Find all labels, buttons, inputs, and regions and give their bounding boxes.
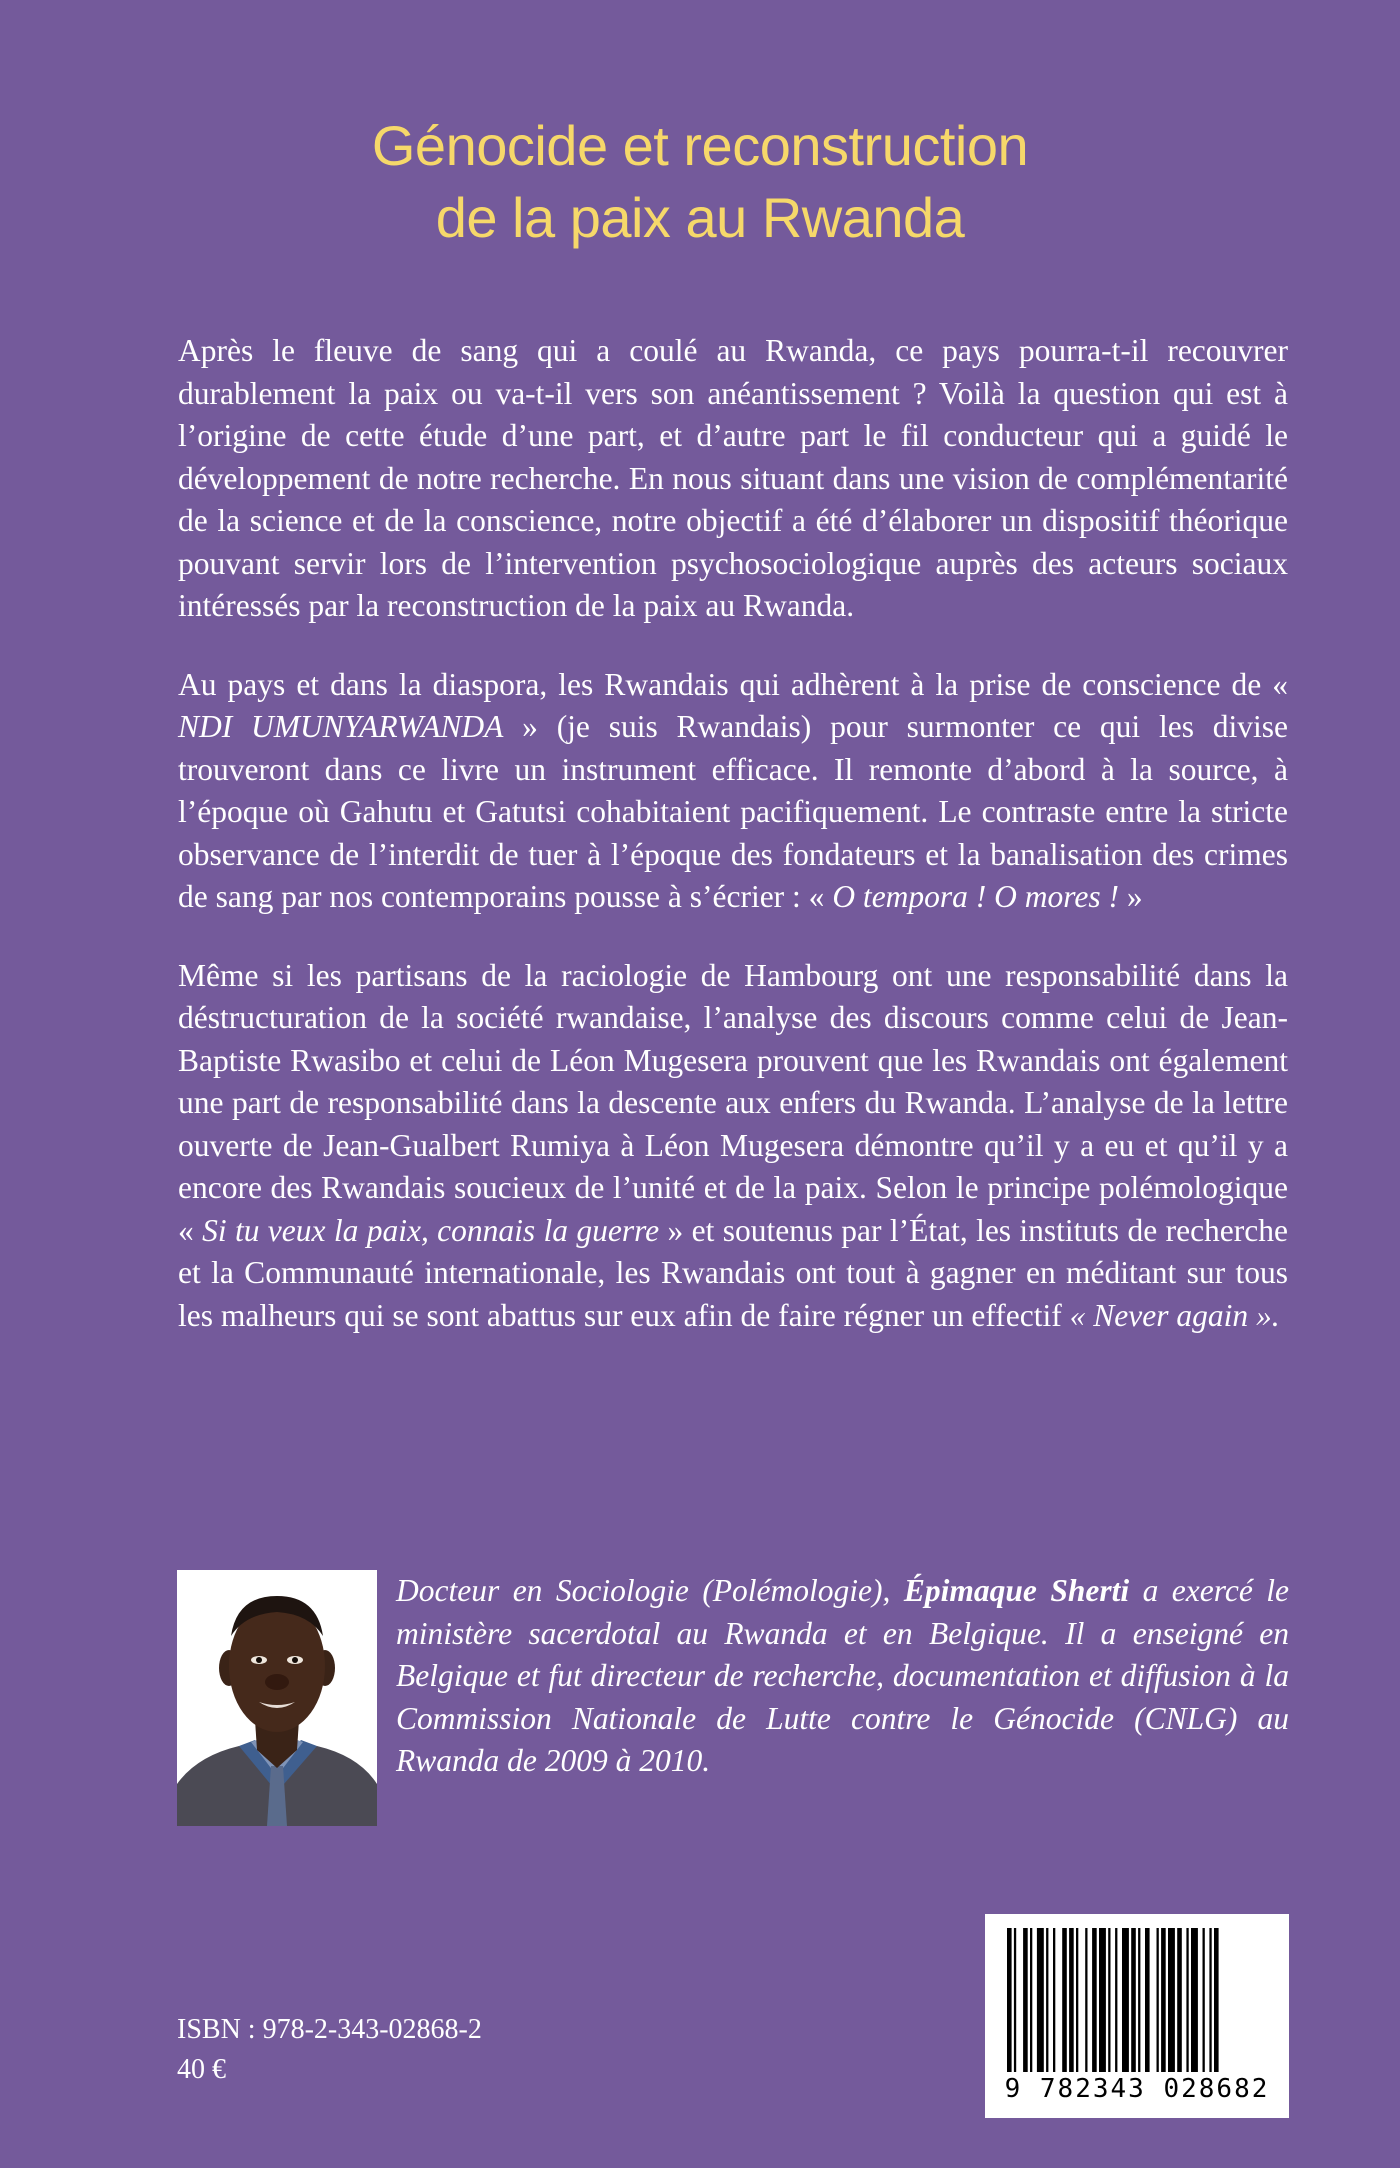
book-title: [0, 110, 1400, 254]
barcode-bar: [1037, 1928, 1044, 2072]
p3-text-a: Même si les partisans de la raciologie de Hambourg ont une responsabilité dans la déstructuration de la société rwandaise, l’analyse des discours comme celui de Jean-Baptiste Rwasibo et celui de Léon Mugesera prouvent que les Rwandais ont également une part de responsabilité dans la descente aux enfers du Rwanda. L’analyse de la lettre ouverte de Jean-Gualbert Rumiya à Léon Mugesera démontre qu’il y a eu et qu’il y a encore des Rwandais soucieux de l’unité et de la paix. Selon le principe polémologique «: [178, 957, 1288, 1248]
barcode-bar: [1069, 1928, 1074, 2072]
p2-slogan: NDI UMUNYARWANDA: [178, 709, 504, 744]
barcode-bar: [1062, 1928, 1067, 2072]
barcode-bar: [1099, 1928, 1106, 2072]
barcode: [985, 1914, 1289, 2118]
barcode-bar: [1007, 1928, 1012, 2072]
summary-paragraph-1: Après le fleuve de sang qui a coulé au Rwanda, ce pays pourra-t-il recouvrer durablement la paix ou va-t-il vers son anéantissement ? Voilà la question qui est à l’origine de cette étude d’une part, et d’autre part le fil conducteur qui a guidé le développement de notre recherche. En nous situant dans une vision de complémentarité de la science et de la conscience, notre objectif a été d’élaborer un dispositif théorique pouvant servir lors de l’intervention psychosociologique auprès des acteurs sociaux intéressés par la reconstruction de la paix au Rwanda.: [178, 333, 1288, 623]
barcode-bar: [1209, 1928, 1211, 2072]
author-name: Épimaque Sherti: [903, 1573, 1130, 1608]
p2-text-c: » (je suis Rwandais) pour surmonter ce qui les divise trouveront dans ce livre un instrument efficace. Il remonte d’abord à la source, à l’époque où Gahutu et Gatutsi cohabitaient pacifiquement. Le contraste entre la stricte observance de l’interdit de tuer à l’époque des fondateurs et la banalisation des crimes de sang par nos contemporains pousse à s’écrier : «: [178, 709, 1289, 914]
p2-latin-quote: O tempora ! O mores !: [832, 879, 1119, 914]
p2-text-e: »: [1118, 879, 1143, 914]
summary-paragraph-3: [178, 955, 1288, 1338]
book-title-line-1: Génocide et reconstruction: [371, 114, 1029, 177]
barcode-bar: [1053, 1928, 1055, 2072]
barcode-bar: [1161, 1928, 1166, 2072]
summary-paragraph-2: [178, 664, 1288, 919]
barcode-bar: [1076, 1928, 1078, 2072]
p2-text-a: Au pays et dans la diaspora, les Rwandais qui adhèrent à la prise de conscience de «: [178, 666, 1288, 702]
barcode-bar: [1145, 1928, 1150, 2072]
barcode-bar: [1214, 1928, 1219, 2072]
author-bio: [396, 1570, 1289, 1783]
p3-text-c: » et soutenus par l’État, les instituts de recherche et la Communauté internationale, les Rwandais ont tout à gagner en méditant sur tous les malheurs qui se sont abattus sur eux afin de faire régner un effectif: [178, 1212, 1288, 1333]
barcode-bar: [1157, 1928, 1159, 2072]
barcode-bar: [1138, 1928, 1140, 2072]
barcode-bar: [1168, 1928, 1175, 2072]
barcode-bar: [1046, 1928, 1048, 2072]
bio-text-b: a exercé le ministère sacerdotal au Rwanda et en Belgique. Il a enseigné en Belgique et fut directeur de recherche, documentation et diffusion à la Commission Nationale de Lutte contre le Génocide (CNLG) au Rwanda de 2009 à 2010.: [396, 1573, 1290, 1778]
barcode-bar: [1023, 1928, 1028, 2072]
bio-text-a: Docteur en Sociologie (Polémologie),: [396, 1573, 904, 1608]
barcode-bar: [1085, 1928, 1087, 2072]
p3-never-again: « Never again ».: [1069, 1297, 1280, 1333]
barcode-bar: [1030, 1928, 1032, 2072]
isbn: ISBN : 978-2-343-02868-2: [177, 2014, 482, 2045]
barcode-bar: [1092, 1928, 1097, 2072]
author-photo: [177, 1570, 377, 1826]
barcode-bar: [1108, 1928, 1110, 2072]
barcode-bar: [1191, 1928, 1198, 2072]
barcode-bar: [1122, 1928, 1129, 2072]
barcode-bar: [1203, 1928, 1205, 2072]
p3-principle-quote: Si tu veux la paix, connais la guerre: [202, 1212, 660, 1248]
barcode-bar: [1014, 1928, 1016, 2072]
barcode-bar: [1186, 1928, 1188, 2072]
barcode-bar: [1115, 1928, 1117, 2072]
barcode-digits: 9 782343 028682: [1004, 2074, 1270, 2104]
book-title-line-2: de la paix au Rwanda: [435, 186, 965, 249]
price: 40 €: [177, 2054, 226, 2085]
barcode-bar: [1177, 1928, 1182, 2072]
barcode-bar: [1131, 1928, 1136, 2072]
back-cover-summary: [178, 330, 1288, 1373]
